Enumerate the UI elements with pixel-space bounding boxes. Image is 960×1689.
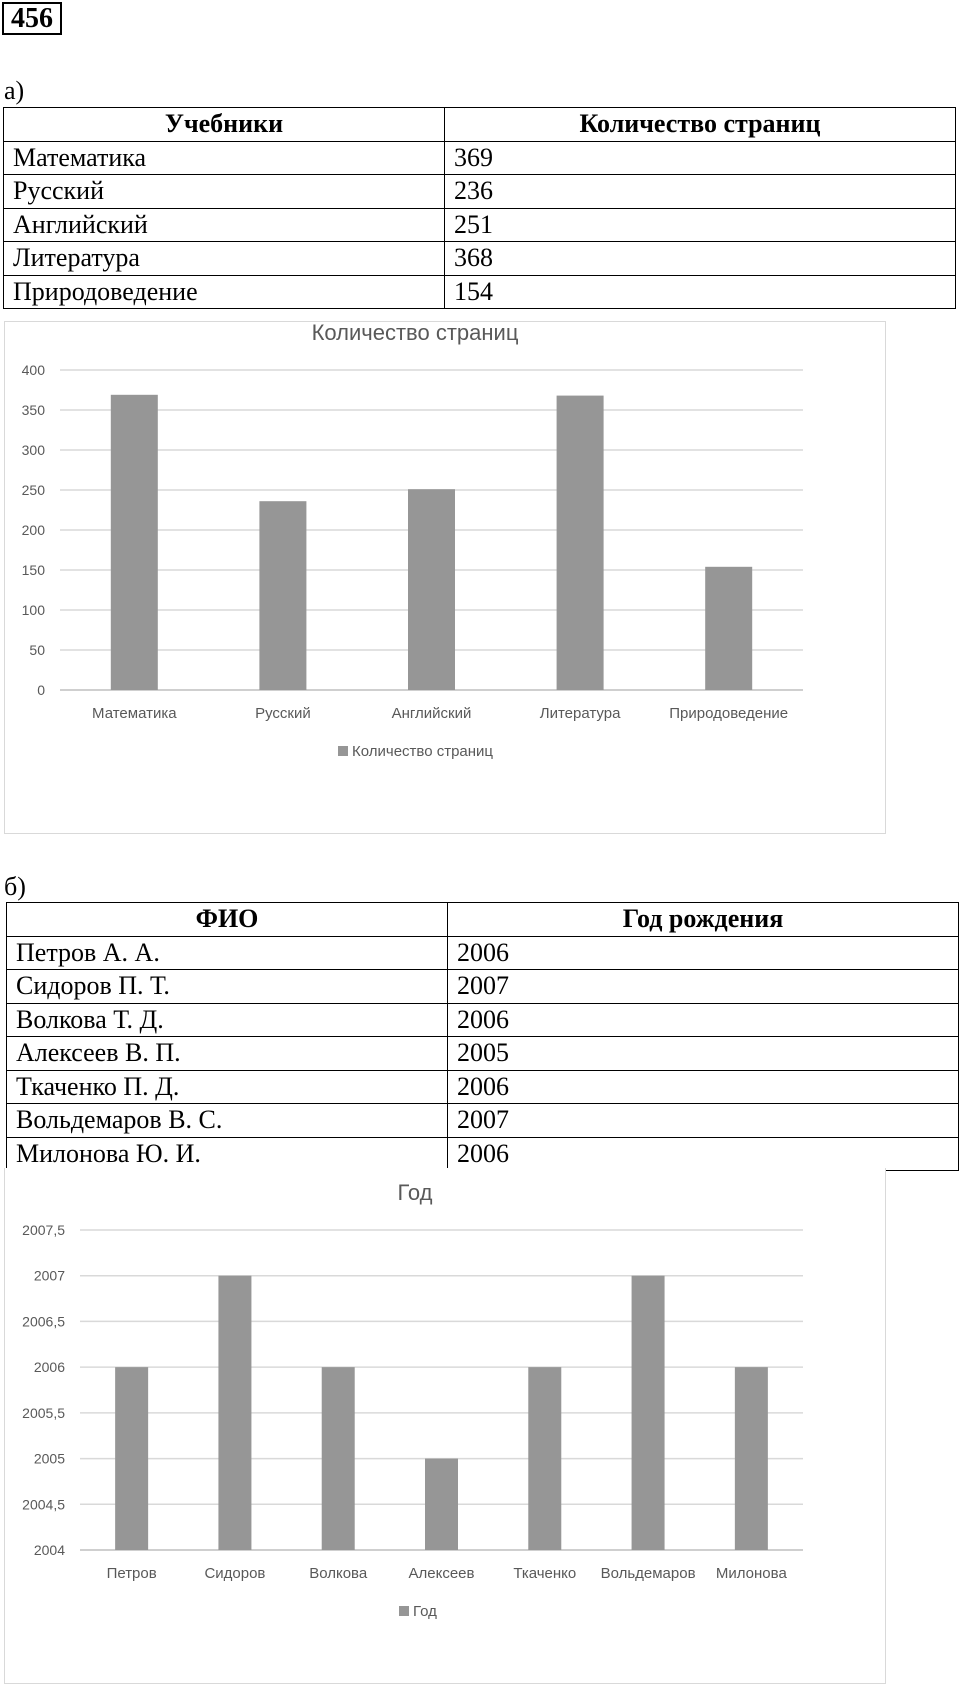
bar — [408, 489, 455, 690]
page-count: 369 — [445, 141, 956, 175]
part-a-label: а) — [4, 76, 25, 105]
y-tick-label: 250 — [21, 482, 45, 498]
x-tick-label: Петров — [106, 1565, 157, 1582]
table-row — [7, 1070, 959, 1104]
y-tick-label: 50 — [29, 642, 45, 658]
person-name: Алексеев В. П. — [7, 1037, 448, 1071]
y-tick-label: 2005,5 — [22, 1404, 65, 1421]
column-header-name: ФИО — [7, 903, 448, 937]
textbook-name: Русский — [4, 175, 445, 209]
part-b-label: б) — [4, 872, 26, 901]
column-header-page-count: Количество страниц — [445, 108, 956, 142]
x-tick-label: Английский — [391, 705, 472, 722]
table-row — [7, 970, 959, 1004]
page-count-chart-svg — [5, 322, 884, 832]
person-name: Петров А. А. — [7, 936, 448, 970]
person-name: Сидоров П. Т. — [7, 970, 448, 1004]
x-tick-label: Природоведение — [669, 705, 789, 722]
x-tick-label: Русский — [255, 705, 311, 722]
bar — [528, 1367, 561, 1550]
legend-label: Количество страниц — [352, 743, 494, 760]
textbook-name: Английский — [4, 208, 445, 242]
table-row — [4, 208, 956, 242]
y-tick-label: 150 — [21, 562, 45, 578]
x-tick-label: Математика — [92, 705, 177, 722]
birth-year: 2006 — [448, 1137, 959, 1171]
legend-label: Год — [413, 1603, 437, 1620]
page-count: 236 — [445, 175, 956, 209]
x-tick-label: Волкова — [309, 1565, 368, 1582]
table-row — [7, 936, 959, 970]
birth-year: 2007 — [448, 1104, 959, 1138]
bar — [425, 1459, 458, 1550]
y-tick-label: 2006,5 — [22, 1313, 65, 1330]
bar — [632, 1276, 665, 1550]
y-tick-label: 0 — [37, 682, 45, 698]
table-row — [4, 242, 956, 276]
birth-year: 2006 — [448, 1003, 959, 1037]
bar — [322, 1367, 355, 1550]
birth-year: 2005 — [448, 1037, 959, 1071]
bar — [218, 1276, 251, 1550]
y-tick-label: 2007 — [33, 1267, 65, 1284]
table-header-row — [4, 108, 956, 142]
bar — [259, 501, 306, 690]
y-tick-label: 100 — [21, 602, 45, 618]
page-count: 251 — [445, 208, 956, 242]
person-name: Ткаченко П. Д. — [7, 1070, 448, 1104]
table-row — [7, 1003, 959, 1037]
y-tick-label: 300 — [21, 442, 45, 458]
table-row — [7, 1137, 959, 1171]
x-tick-label: Литература — [539, 705, 621, 722]
textbook-name: Математика — [4, 141, 445, 175]
bar — [557, 396, 604, 690]
textbook-name: Литература — [4, 242, 445, 276]
task-number: 456 — [2, 2, 62, 35]
birth-year: 2006 — [448, 1070, 959, 1104]
person-name: Волкова Т. Д. — [7, 1003, 448, 1037]
birth-year-chart — [4, 1168, 886, 1684]
birth-year-table — [6, 902, 959, 1171]
table-row — [7, 1104, 959, 1138]
x-tick-label: Ткаченко — [513, 1565, 577, 1582]
bar — [705, 567, 752, 690]
birth-year: 2006 — [448, 936, 959, 970]
bar — [111, 395, 158, 690]
y-tick-label: 2004 — [33, 1542, 65, 1558]
table-header-row — [7, 903, 959, 937]
chart-title: Год — [397, 1180, 433, 1205]
x-tick-label: Милонова — [715, 1565, 787, 1582]
textbook-name: Природоведение — [4, 275, 445, 309]
textbooks-table — [3, 107, 956, 309]
table-row — [4, 141, 956, 175]
birth-year-chart-svg — [5, 1168, 884, 1684]
birth-year: 2007 — [448, 970, 959, 1004]
column-header-textbooks: Учебники — [4, 108, 445, 142]
table-row — [4, 275, 956, 309]
column-header-birth-year: Год рождения — [448, 903, 959, 937]
y-tick-label: 2005 — [33, 1450, 65, 1467]
x-tick-label: Сидоров — [204, 1565, 266, 1582]
y-tick-label: 2007,5 — [22, 1222, 65, 1238]
y-tick-label: 200 — [21, 522, 45, 538]
x-tick-label: Вольдемаров — [600, 1565, 696, 1582]
page-count-chart — [4, 321, 886, 834]
y-tick-label: 2006 — [33, 1359, 65, 1376]
y-tick-label: 350 — [21, 402, 45, 418]
legend-swatch — [399, 1606, 409, 1616]
bar — [115, 1367, 148, 1550]
table-row — [4, 175, 956, 209]
page-count: 154 — [445, 275, 956, 309]
person-name: Вольдемаров В. С. — [7, 1104, 448, 1138]
bar — [735, 1367, 768, 1550]
page-count: 368 — [445, 242, 956, 276]
x-tick-label: Алексеев — [408, 1565, 475, 1582]
table-row — [7, 1037, 959, 1071]
y-tick-label: 2004,5 — [22, 1496, 65, 1513]
y-tick-label: 400 — [21, 362, 45, 378]
legend-swatch — [338, 746, 348, 756]
chart-title: Количество страниц — [311, 322, 519, 345]
person-name: Милонова Ю. И. — [7, 1137, 448, 1171]
